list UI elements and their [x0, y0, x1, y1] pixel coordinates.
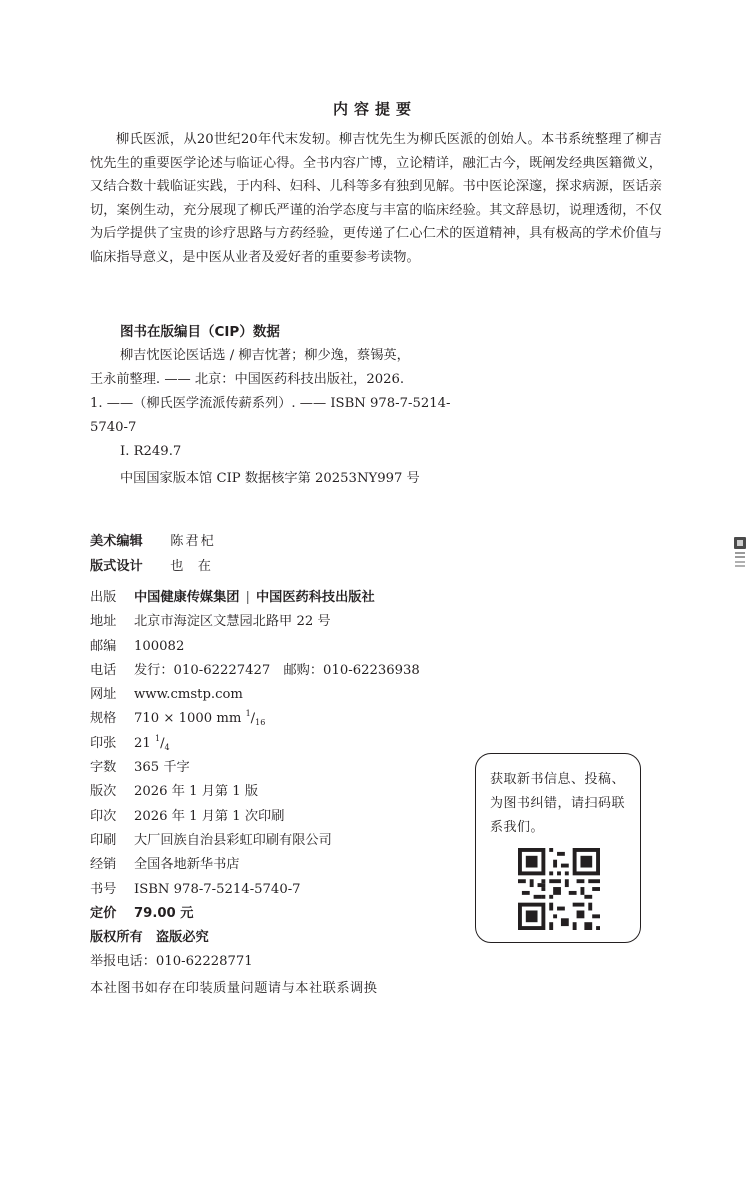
- layout-designer-label: 版式设计: [90, 559, 143, 574]
- cip-heading: 图书在版编目（CIP）数据: [120, 324, 280, 340]
- price-label: 定价: [90, 905, 117, 921]
- website-row: [90, 683, 490, 707]
- distributor-label: 经销: [90, 857, 117, 873]
- summary-body: 柳氏医派，从20世纪20年代末发轫。柳吉忱先生为柳氏医派的创始人。本书系统整理了柳吉忱先生的重要医学论述与临证心得。全书内容广博，立论精详，融汇古今，既阐发经典医籍微义，又结合数十载临证实践，于内科、妇科、儿科等多有独到见解。书中医论深邃，探求病源，医话亲切，案例生动，充分展现了柳氏严谨的治学态度与丰富的临床经验。其文辞恳切，说理透彻，不仅为后学提供了宝贵的诊疗思路与方药经验，更传递了仁心仁术的医道精神，具有极高的学术价值与临床指导意义，是中医从业者及爱好者的重要参考读物。: [90, 132, 662, 265]
- qr-instruction-text: 获取新书信息、投稿、为图书纠错，请扫码联系我们。: [490, 772, 626, 835]
- printer-label: 印刷: [90, 832, 117, 848]
- cip-line: 柳吉忱医论医话选 / 柳吉忱著；柳少逸，蔡锡英，: [120, 348, 410, 363]
- isbn-row: [90, 878, 490, 902]
- publisher-row: [90, 586, 490, 610]
- printing-label: 印次: [90, 808, 117, 824]
- phone-label: 电话: [90, 662, 117, 678]
- sheets-fraction: $^1/_4$: [154, 733, 170, 752]
- publisher-label: 出版: [90, 590, 117, 605]
- format-fraction-numerator: 1: [245, 709, 251, 719]
- publisher-name: 中国医药科技出版社: [255, 590, 375, 605]
- isbn-value: ISBN 978-7-5214-5740-7: [134, 881, 301, 897]
- report-phone: 举报电话：010-62228771: [90, 954, 253, 970]
- website-label: 网址: [90, 687, 117, 703]
- art-editor-label: 美术编辑: [90, 534, 143, 549]
- cip-record: [90, 344, 470, 464]
- sheets-row: [90, 732, 490, 756]
- qr-code-icon[interactable]: [518, 848, 600, 930]
- address-row: [90, 610, 490, 634]
- distributor-row: [90, 853, 490, 877]
- publisher-separator: |: [245, 590, 250, 605]
- printer-value: 大厂回族自治县彩虹印刷有限公司: [134, 832, 332, 848]
- layout-designer-row: [90, 555, 213, 574]
- sheets-label: 印张: [90, 735, 117, 751]
- phone-row: [90, 659, 490, 683]
- edition-label: 版次: [90, 784, 117, 800]
- postcode-label: 邮编: [90, 638, 117, 654]
- website-value: www.cmstp.com: [134, 687, 243, 703]
- word-count-value: 365 千字: [134, 760, 190, 776]
- sheets-fraction-numerator: 1: [154, 733, 161, 743]
- edition-value: 2026 年 1 月第 1 版: [134, 784, 259, 800]
- format-value: 710 × 1000 mm: [134, 711, 242, 727]
- address-value: 北京市海淀区文慧园北路甲 22 号: [134, 614, 331, 630]
- printing-value: 2026 年 1 月第 1 次印刷: [134, 808, 285, 824]
- printing-row: [90, 805, 490, 829]
- format-row: [90, 707, 490, 731]
- publisher-group: 中国健康传媒集团: [134, 590, 240, 605]
- cip-classification: Ⅰ. R249.7: [120, 444, 182, 459]
- qr-contact-box: [475, 753, 641, 943]
- quality-notice: 本社图书如存在印装质量问题请与本社联系调换: [90, 981, 378, 996]
- printer-row: [90, 829, 490, 853]
- copyright-notice: 版权所有 盗版必究: [90, 930, 209, 946]
- cip-line: 5740-7: [90, 420, 137, 435]
- price-row: [90, 902, 490, 926]
- publication-info: [90, 586, 490, 975]
- art-editor-row: [90, 530, 216, 549]
- format-fraction-denominator: 16: [255, 718, 266, 728]
- summary-title: 内容提要: [332, 100, 417, 118]
- format-label: 规格: [90, 711, 117, 727]
- edge-mark-icon: [733, 537, 747, 575]
- phone-value: 发行：010-62227427 邮购：010-62236938: [134, 662, 420, 678]
- format-fraction: $^1/_{16}$: [245, 709, 266, 728]
- art-editor-value: 陈君杞: [170, 534, 216, 549]
- sheets-fraction-denominator: 4: [164, 742, 170, 752]
- layout-designer-value: 也 在: [170, 559, 213, 574]
- isbn-label: 书号: [90, 881, 117, 897]
- address-label: 地址: [90, 614, 117, 630]
- postcode-value: 100082: [134, 638, 185, 654]
- cip-line: 王永前整理. —— 北京：中国医药科技出版社，2026.: [90, 372, 405, 387]
- sheets-value: 21: [134, 735, 151, 751]
- price-value: 79.00 元: [134, 905, 194, 921]
- edition-row: [90, 780, 490, 804]
- postcode-row: [90, 635, 490, 659]
- distributor-value: 全国各地新华书店: [134, 857, 240, 873]
- word-count-label: 字数: [90, 760, 117, 776]
- cip-verification: 中国国家版本馆 CIP 数据核字第 20253NY997 号: [120, 471, 420, 486]
- word-count-row: [90, 756, 490, 780]
- cip-line: 1. ——（柳氏医学流派传薪系列）. —— ISBN 978-7-5214-: [90, 396, 451, 411]
